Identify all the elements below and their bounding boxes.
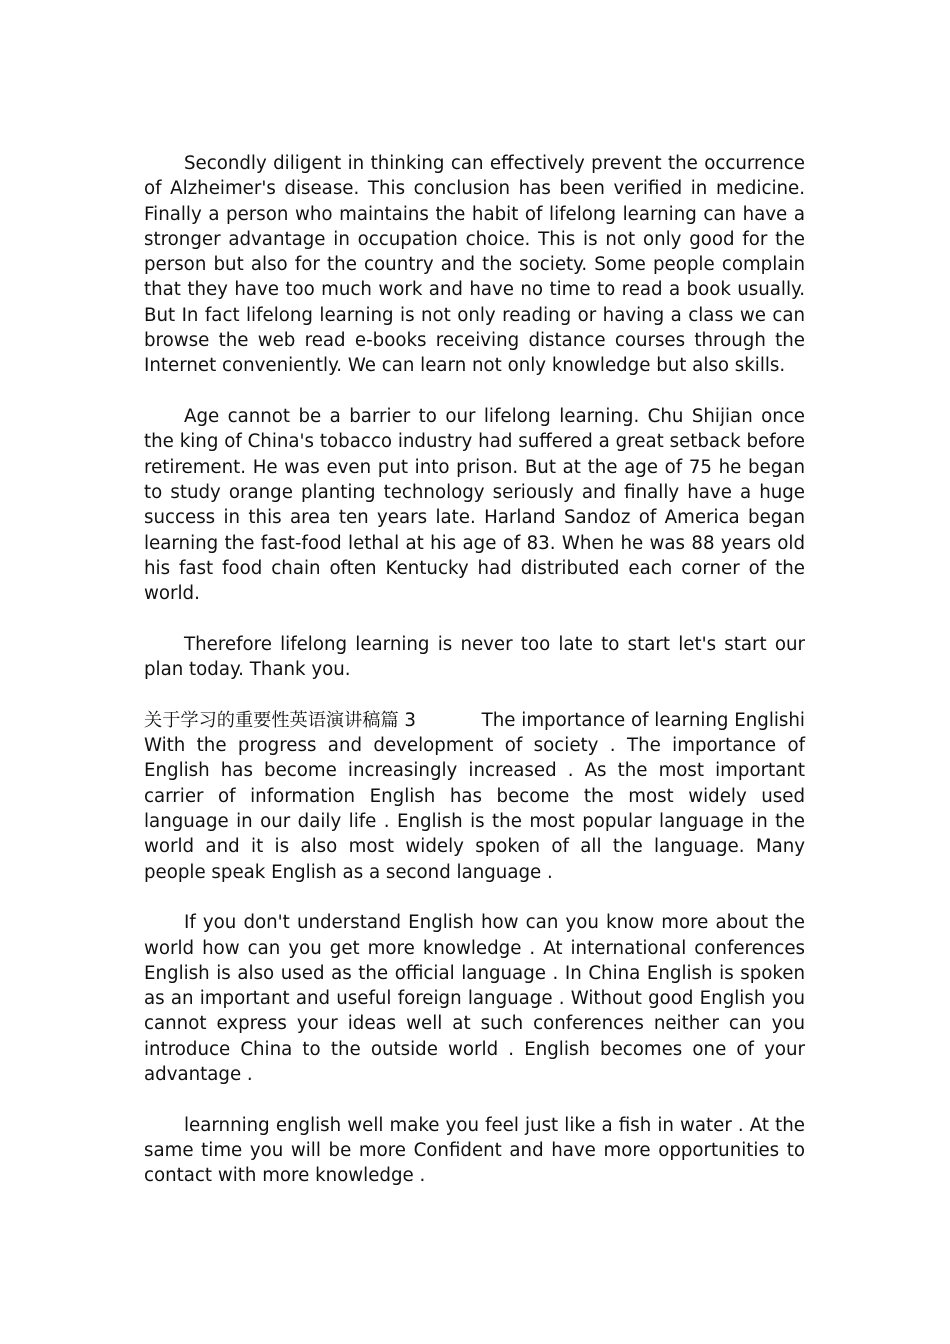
section-importance-of-english	[144, 708, 805, 885]
section-heading-english: The importance of learning Englishi	[481, 709, 805, 731]
paragraph-diligent-thinking: Secondly diligent in thinking can effectively prevent the occurrence of Alzheimer's disease. This conclusion has been verified in medicine. Finally a person who maintains the habit of lifelong learning can have a stronger advantage in occupation choice. This is not only good for the person but also for the country and the society. Some people complain that they have too much work and have no time to read a book usually. But In fact lifelong learning is not only reading or having a class we can browse the web read e-books receiving distance courses through the Internet conveniently. We can learn not only knowledge but also skills.	[144, 153, 805, 377]
paragraph-never-too-late: Therefore lifelong learning is never too late to start let's start our plan today. Thank you.	[144, 633, 805, 681]
paragraph-fish-in-water: learnning english well make you feel just like a fish in water . At the same time you will be more Confident and have more opportunities to contact with more knowledge .	[144, 1114, 805, 1187]
section-heading	[144, 708, 805, 733]
document-page	[144, 151, 805, 1189]
section-heading-chinese: 关于学习的重要性英语演讲稿篇 3	[144, 709, 416, 731]
paragraph-age-barrier: Age cannot be a barrier to our lifelong learning. Chu Shijian once the king of China's tobacco industry had suffered a great setback before retirement. He was even put into prison. But at the age of 75 he began to study orange planting technology seriously and finally have a huge success in this area ten years late. Harland Sandoz of America began learning the fast-food lethal at his age of 83. When he was 88 years old his fast food chain often Kentucky had distributed each corner of the world.	[144, 406, 805, 605]
paragraph-understand-english: If you don't understand English how can you know more about the world how can you get more knowledge . At international conferences English is also used as the official language . In China English is spoken as an important and useful foreign language . Without good English you cannot express your ideas well at such conferences neither can you introduce China to the outside world . English becomes one of your advantage .	[144, 912, 805, 1086]
paragraph-progress-of-society: With the progress and development of society . The importance of English has become increasingly increased . As the most important carrier of information English has become the most widely used language in our daily life . English is the most popular language in the world and it is also most widely spoken of all the language. Many people speak English as a second language .	[144, 735, 805, 883]
